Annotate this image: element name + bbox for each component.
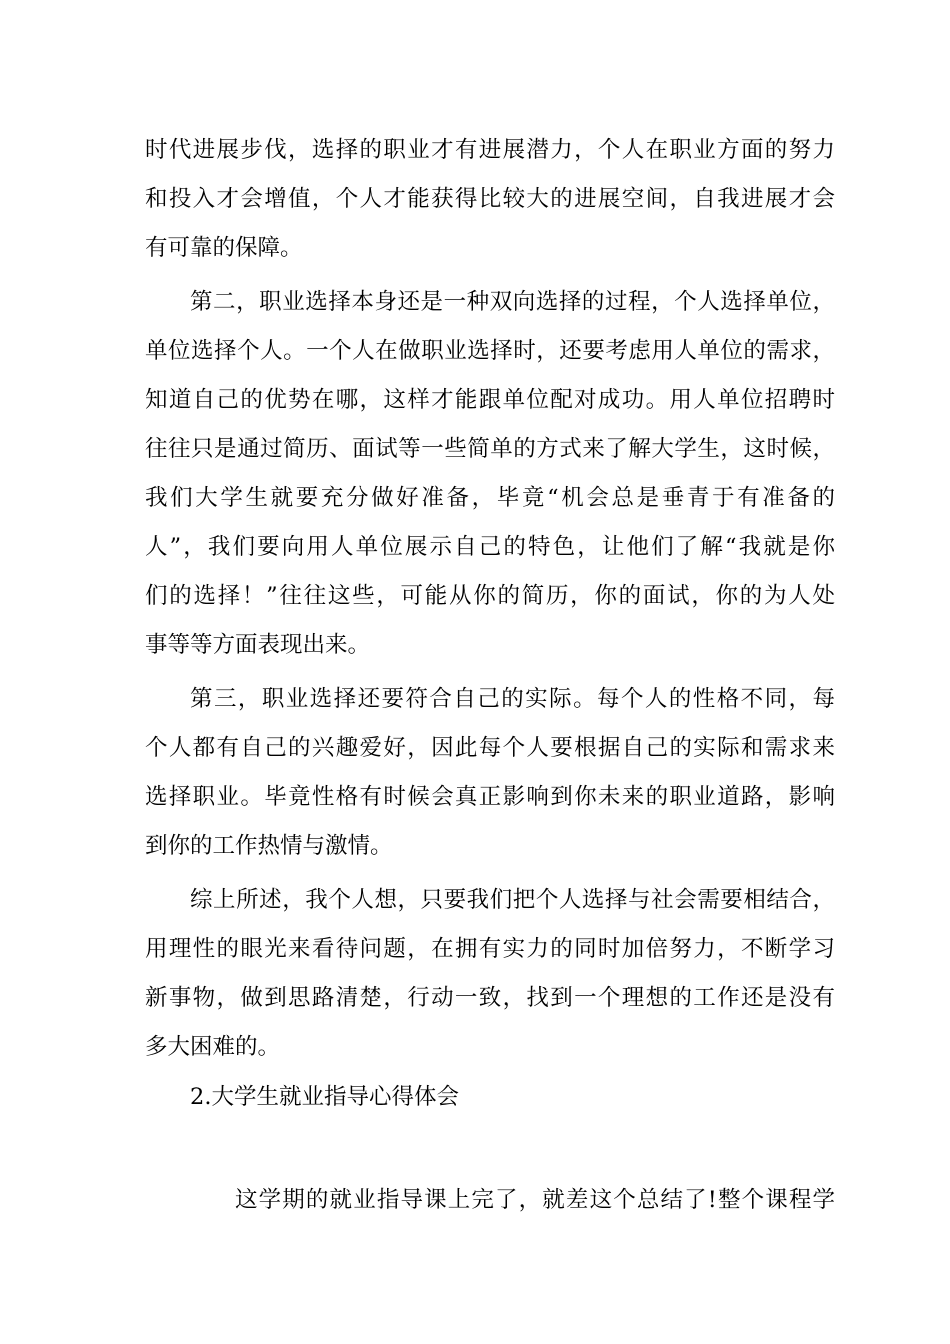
paragraph-first-line: 第二，职业选择本身还是一种双向选择的过程，个人选择单位，	[190, 289, 835, 315]
text-line: 事等等方面表现出来。	[145, 632, 371, 658]
text-line: 时代进展步伐，选择的职业才有进展潜力，个人在职业方面的努力	[145, 137, 835, 163]
section-heading: 2.大学生就业指导心得体会	[190, 1084, 459, 1110]
paragraph-first-line: 综上所述，我个人想，只要我们把个人选择与社会需要相结合，	[190, 887, 835, 913]
text-line: 个人都有自己的兴趣爱好，因此每个人要根据自己的实际和需求来	[145, 735, 835, 761]
text-line: 用理性的眼光来看待问题，在拥有实力的同时加倍努力，不断学习	[145, 936, 835, 962]
text-line: 多大困难的。	[145, 1034, 281, 1060]
text-line: 往往只是通过简历、面试等一些简单的方式来了解大学生，这时候，	[145, 436, 835, 462]
text-line: 我们大学生就要充分做好准备，毕竟“机会总是垂青于有准备的	[145, 485, 835, 511]
text-line: 们的选择！”往往这些，可能从你的简历，你的面试，你的为人处	[145, 583, 835, 609]
paragraph-first-line: 这学期的就业指导课上完了，就差这个总结了!整个课程学	[235, 1187, 835, 1213]
text-line: 选择职业。毕竟性格有时候会真正影响到你未来的职业道路，影响	[145, 784, 835, 810]
text-line: 到你的工作热情与激情。	[145, 833, 393, 859]
paragraph-first-line: 第三，职业选择还要符合自己的实际。每个人的性格不同，每	[190, 686, 835, 712]
text-line: 知道自己的优势在哪，这样才能跟单位配对成功。用人单位招聘时	[145, 387, 835, 413]
text-line: 单位选择个人。一个人在做职业选择时，还要考虑用人单位的需求，	[145, 338, 835, 364]
text-line: 有可靠的保障。	[145, 235, 303, 261]
text-line: 人”，我们要向用人单位展示自己的特色，让他们了解“我就是你	[145, 534, 835, 560]
text-line: 和投入才会增值，个人才能获得比较大的进展空间，自我进展才会	[145, 186, 835, 212]
text-line: 新事物，做到思路清楚，行动一致，找到一个理想的工作还是没有	[145, 985, 835, 1011]
